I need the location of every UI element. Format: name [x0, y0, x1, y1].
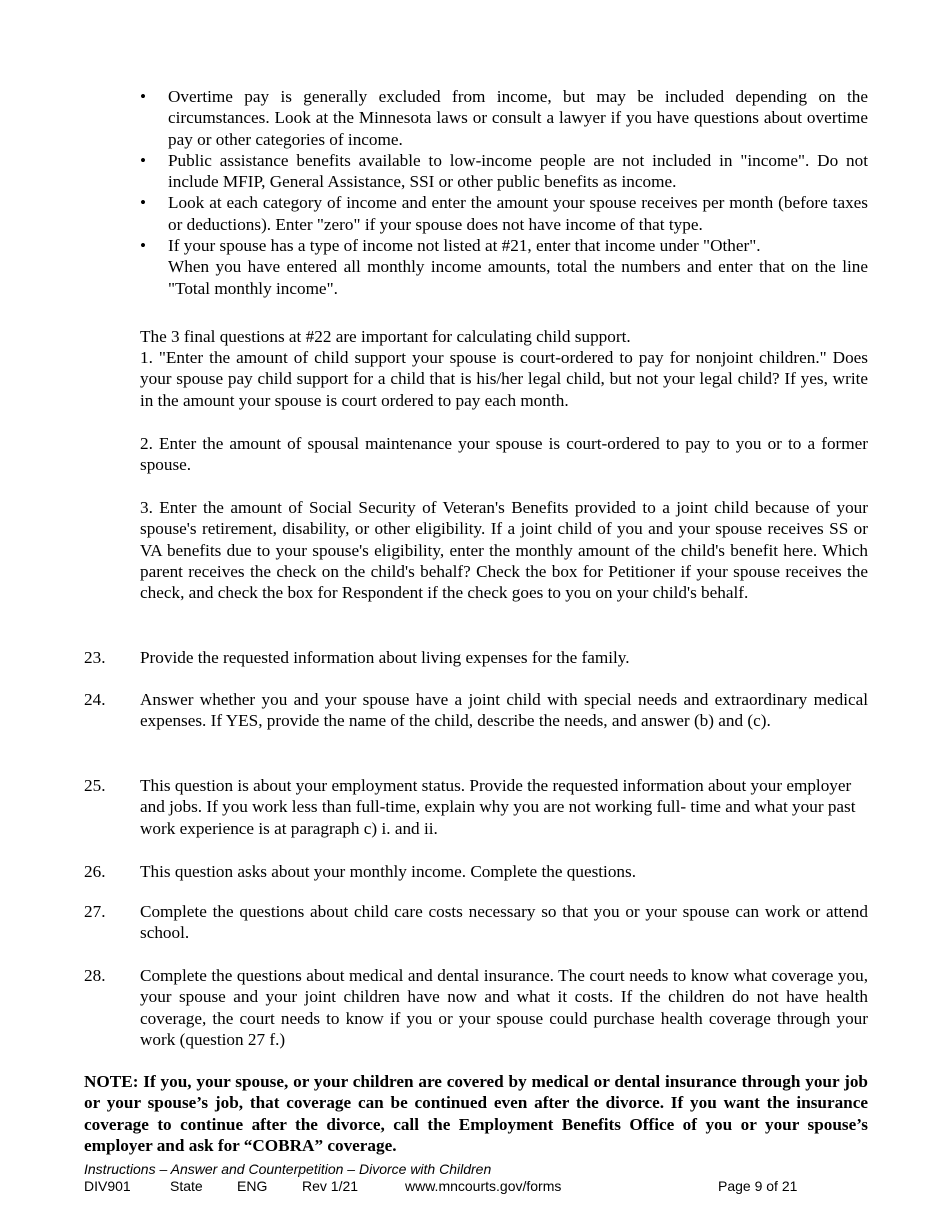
item-number: 25. — [84, 776, 106, 795]
item-number: 24. — [84, 690, 106, 709]
item-text: This question is about your employment status. Provide the requested information about your employer and jobs. If you work less than full-time, explain why you are not working full- time and what your past work experience is at paragraph c) i. and ii. — [140, 776, 856, 838]
footer-title: Instructions – Answer and Counterpetition – Divorce with Children — [84, 1161, 492, 1177]
footer-page-number: Page 9 of 21 — [718, 1178, 798, 1194]
bullet-other-text: If your spouse has a type of income not listed at #21, enter that income under "Other". — [168, 236, 761, 256]
income-guidance-bullets — [140, 86, 868, 299]
footer-meta-row — [84, 1178, 868, 1195]
total-income-instruction: When you have entered all monthly income amounts, total the numbers and enter that on the line "Total monthly income". — [168, 257, 868, 298]
footer-language: ENG — [237, 1178, 268, 1194]
page-footer — [84, 1161, 868, 1195]
q22-intro: The 3 final questions at #22 are important for calculating child support. — [140, 327, 631, 346]
item-text: This question asks about your monthly income. Complete the questions. — [140, 862, 636, 881]
cobra-note: NOTE: If you, your spouse, or your children are covered by medical or dental insurance through your job or your spouse’s job, that coverage can be continued even after the divorce. If you want the insurance coverage to continue after the divorce, call the Employment Benefits Office of you or your spouse’s employer and ask for “COBRA” coverage. — [84, 1072, 868, 1155]
item-text: Complete the questions about medical and dental insurance. The court needs to know what coverage you, your spouse and your joint children have now and what it costs. If the children do not have health coverage, the court needs to know if you or your spouse could purchase health coverage through your work (question 27 f.) — [140, 966, 868, 1049]
footer-url: www.mncourts.gov/forms — [405, 1178, 562, 1194]
bullet-overtime: • Overtime pay is generally excluded from income, but may be included depending on the circumstances. Look at the Minnesota laws or consult a lawyer if you have questions about overtime pay or other categories of income. — [140, 86, 868, 150]
item-number: 27. — [84, 902, 106, 921]
item-text: Provide the requested information about living expenses for the family. — [140, 648, 630, 667]
footer-form-id: DIV901 — [84, 1178, 131, 1194]
item-number: 23. — [84, 648, 106, 667]
bullet-public-assistance: • Public assistance benefits available to low-income people are not included in "income". Do not include MFIP, General Assistance, SSI or other public benefits as income. — [140, 150, 868, 193]
item-number: 28. — [84, 966, 106, 985]
item-text: Complete the questions about child care costs necessary so that you or your spouse can work or attend school. — [140, 902, 868, 943]
q22-paragraph-1: 1. "Enter the amount of child support your spouse is court-ordered to pay for nonjoint children." Does your spouse pay child support for a child that is his/her legal child, but not your legal child? If yes, write in the amount your spouse is court ordered to pay each month. — [140, 348, 868, 410]
bullet-other-income — [140, 235, 868, 299]
footer-revision: Rev 1/21 — [302, 1178, 359, 1194]
bullet-income-category: • Look at each category of income and enter the amount your spouse receives per month (before taxes or deductions). Enter "zero" if your spouse does not have income of that type. — [140, 192, 868, 235]
q22-paragraph-2: 2. Enter the amount of spousal maintenance your spouse is court-ordered to pay to you or to a former spouse. — [140, 434, 868, 475]
q22-paragraph-3: 3. Enter the amount of Social Security of Veteran's Benefits provided to a joint child because of your spouse's retirement, disability, or other eligibility. If a joint child of you and your spouse receives SS or VA benefits due to your spouse's eligibility, enter the monthly amount of the child's benefit here. Which parent receives the check on the child's behalf? Check the box for Petitioner if your spouse receives the check, and check the box for Respondent if the check goes to you on your child's behalf. — [140, 498, 868, 603]
item-number: 26. — [84, 862, 106, 881]
item-text: Answer whether you and your spouse have a joint child with special needs and extraordinary medical expenses. If YES, provide the name of the child, describe the needs, and answer (b) and (c). — [140, 690, 868, 731]
footer-state: State — [170, 1178, 203, 1194]
